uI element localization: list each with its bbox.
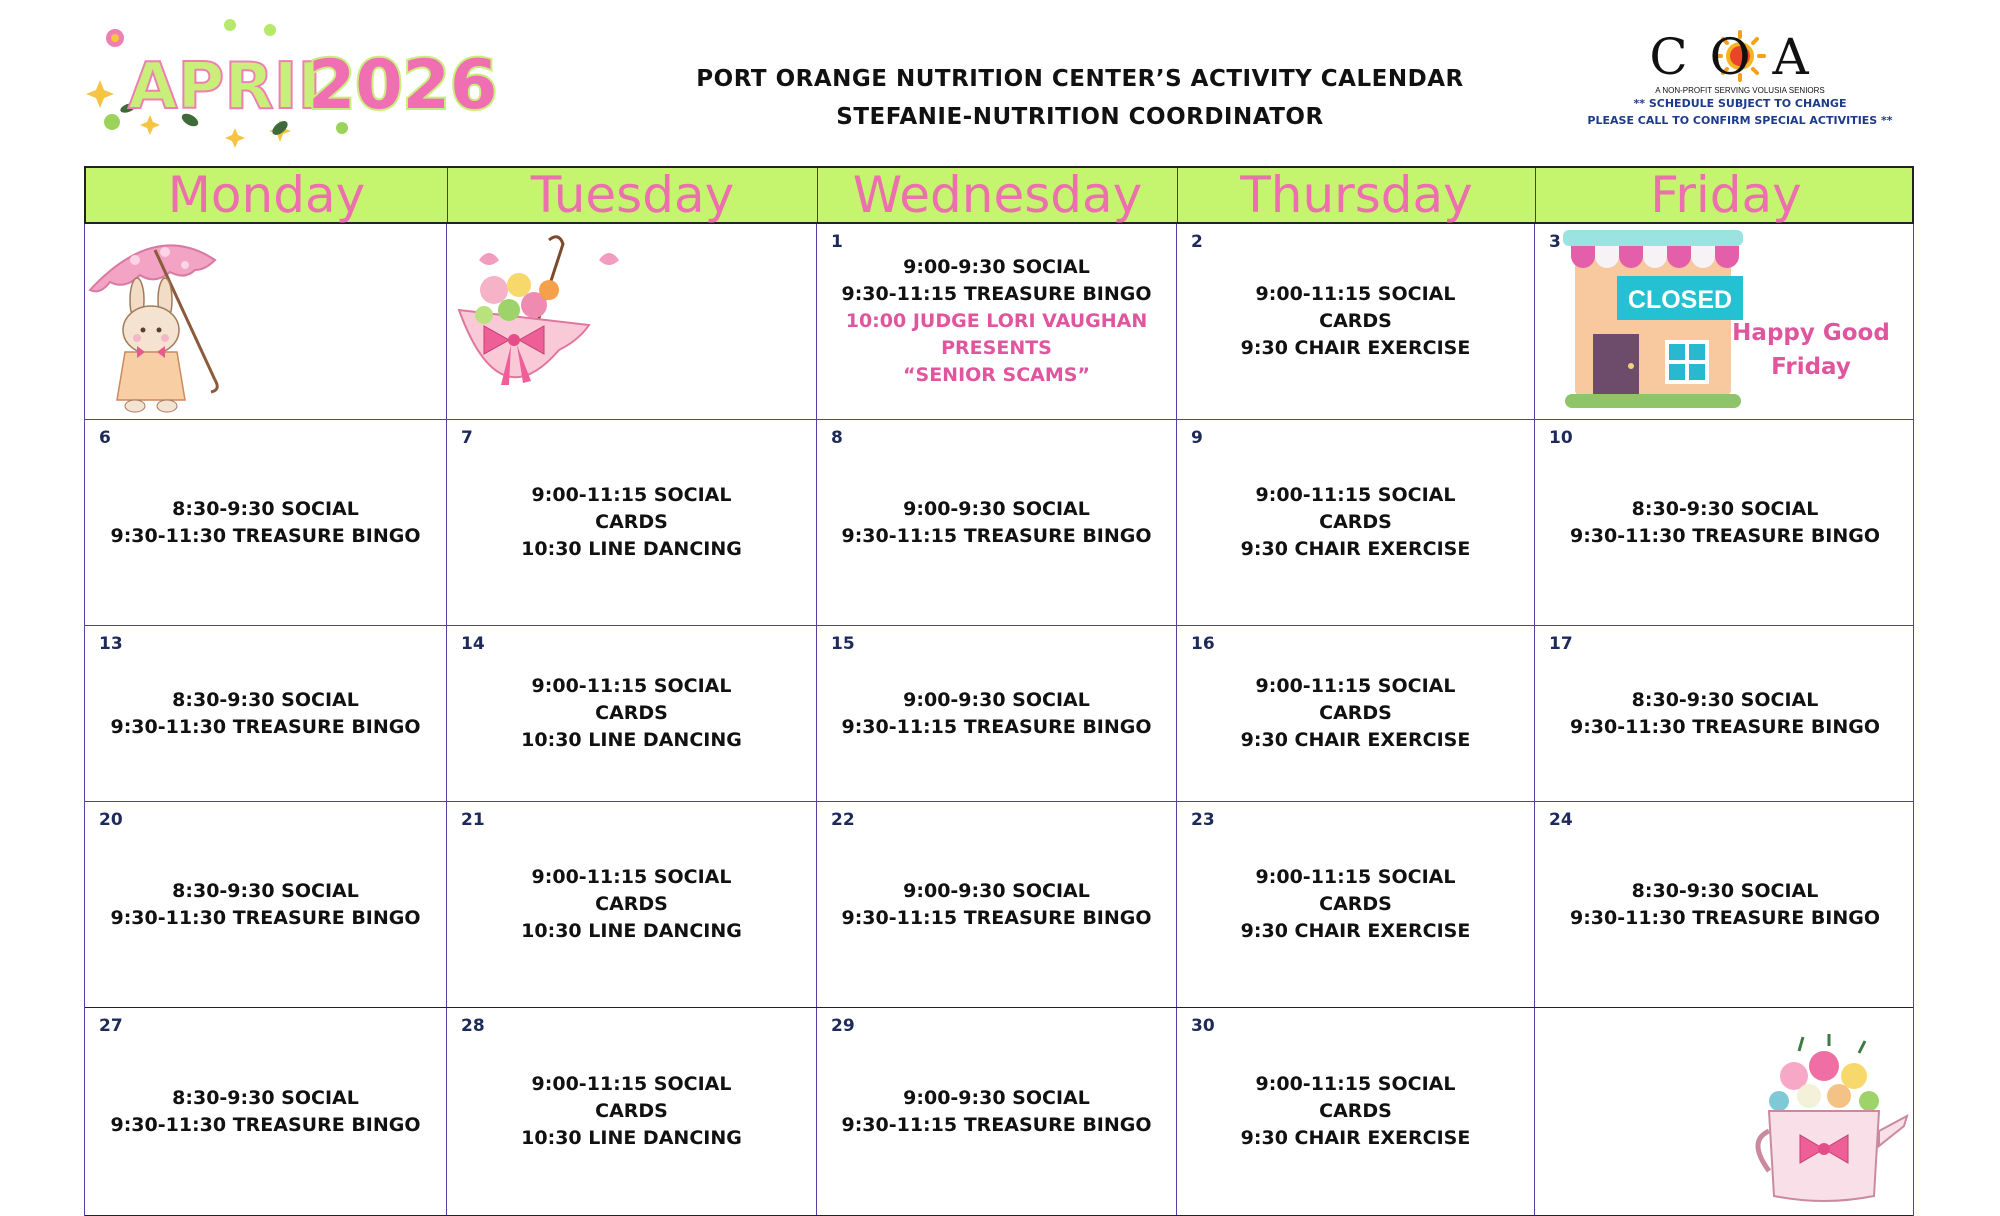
day-cell-16 [1177, 626, 1535, 801]
date-number: 21 [461, 810, 485, 830]
activity-line: 8:30-9:30 SOCIAL [1631, 879, 1819, 902]
day-cell-1 [817, 224, 1177, 419]
weekday-friday: Friday [1650, 166, 1802, 224]
day-cell-empty [447, 224, 817, 419]
weekday-wednesday: Wednesday [818, 168, 1178, 222]
calendar-grid [84, 224, 1914, 1216]
date-number: 29 [831, 1016, 855, 1036]
activity-line: 10:30 LINE DANCING [521, 729, 742, 751]
activity-line: 9:30 CHAIR EXERCISE [1240, 538, 1471, 560]
activity-line: 8:30-9:30 SOCIAL [1631, 497, 1819, 520]
day-cell-17 [1535, 626, 1915, 801]
activity-list [447, 802, 816, 1007]
day-cell-empty [1535, 1008, 1915, 1215]
date-number: 7 [461, 428, 473, 448]
weekday-header [84, 166, 1914, 224]
activity-line: 9:00-11:15 SOCIAL [1255, 866, 1456, 888]
special-event-line: “SENIOR SCAMS” [903, 364, 1090, 386]
day-cell-27 [85, 1008, 447, 1215]
activity-line: 9:30 CHAIR EXERCISE [1240, 337, 1471, 359]
activity-line: 9:30 CHAIR EXERCISE [1240, 1127, 1471, 1149]
coa-logo-block [1560, 24, 1920, 129]
activity-list [85, 626, 446, 801]
activity-line: 10:30 LINE DANCING [521, 920, 742, 942]
year-text: 2026 [308, 46, 498, 125]
coa-tagline: A NON-PROFIT SERVING VOLUSIA SENIORS [1655, 86, 1825, 95]
weekday-thursday: Thursday [1178, 168, 1536, 222]
activity-line: 9:30-11:15 TREASURE BINGO [841, 283, 1152, 305]
activity-line: CARDS [1319, 1100, 1392, 1122]
activity-list [1535, 802, 1915, 1007]
activity-list [817, 1008, 1176, 1215]
calendar-title [600, 60, 1560, 136]
activity-line: 9:00-11:15 SOCIAL [1255, 283, 1456, 305]
day-cell-21 [447, 802, 817, 1007]
activity-line: 9:00-11:15 SOCIAL [531, 1073, 732, 1095]
title-line-1: PORT ORANGE NUTRITION CENTER’S ACTIVITY CALENDAR [696, 66, 1464, 92]
activity-line: 10:30 LINE DANCING [521, 1127, 742, 1149]
activity-list [817, 802, 1176, 1007]
activity-line: 8:30-9:30 SOCIAL [172, 1086, 359, 1109]
activity-list [1177, 626, 1534, 801]
date-number: 13 [99, 634, 123, 654]
april-2026-logo [80, 0, 520, 150]
bunny-umbrella-icon [85, 230, 235, 420]
activity-list [85, 1008, 446, 1215]
activity-line: 9:30-11:30 TREASURE BINGO [1569, 524, 1881, 547]
activity-list [1177, 224, 1534, 419]
date-number: 10 [1549, 428, 1573, 448]
special-event-line: 10:00 JUDGE LORI VAUGHAN [845, 310, 1148, 332]
date-number: 1 [831, 232, 843, 252]
week-row [85, 1008, 1913, 1216]
date-number: 3 [1549, 232, 1561, 252]
activity-line: 9:00-11:15 SOCIAL [1255, 484, 1456, 506]
date-number: 23 [1191, 810, 1215, 830]
activity-line: CARDS [595, 702, 668, 724]
coa-logo [1560, 24, 1920, 84]
title-line-2: STEFANIE-NUTRITION COORDINATOR [836, 104, 1324, 130]
day-cell-14 [447, 626, 817, 801]
week-row [85, 626, 1913, 802]
activity-line: 9:30-11:15 TREASURE BINGO [841, 1113, 1152, 1136]
day-cell-2 [1177, 224, 1535, 419]
date-number: 22 [831, 810, 855, 830]
activity-line: CARDS [595, 511, 668, 533]
date-number: 16 [1191, 634, 1215, 654]
day-cell-13 [85, 626, 447, 801]
activity-list [1177, 420, 1534, 625]
day-cell-10 [1535, 420, 1915, 625]
activity-list [817, 626, 1176, 801]
activity-line: 8:30-9:30 SOCIAL [172, 879, 359, 902]
week-row [85, 802, 1913, 1008]
day-cell-empty [85, 224, 447, 419]
activity-line: 8:30-9:30 SOCIAL [1631, 688, 1819, 711]
activity-line: 9:00-11:15 SOCIAL [531, 484, 732, 506]
schedule-note-2: PLEASE CALL TO CONFIRM SPECIAL ACTIVITIES ** [1587, 114, 1893, 127]
closed-store-icon [1563, 228, 1743, 408]
day-cell-30 [1177, 1008, 1535, 1215]
date-number: 24 [1549, 810, 1573, 830]
month-text: APRIL [128, 50, 339, 124]
closed-sign-text: CLOSED [1627, 286, 1733, 314]
week-row [85, 420, 1913, 626]
activity-calendar [84, 166, 1914, 1216]
activity-list [447, 1008, 816, 1215]
activity-list [85, 802, 446, 1007]
day-cell-20 [85, 802, 447, 1007]
activity-line: 9:00-9:30 SOCIAL [903, 256, 1090, 278]
activity-line: 9:00-11:15 SOCIAL [531, 866, 732, 888]
activity-line: 9:30-11:15 TREASURE BINGO [841, 715, 1152, 738]
activity-list [1177, 1008, 1534, 1215]
activity-line: 9:30-11:15 TREASURE BINGO [841, 906, 1152, 929]
date-number: 20 [99, 810, 123, 830]
activity-line: 9:00-11:15 SOCIAL [1255, 675, 1456, 697]
activity-line: 9:30-11:15 TREASURE BINGO [841, 524, 1152, 547]
activity-line: 8:30-9:30 SOCIAL [172, 497, 359, 520]
week-row [85, 224, 1913, 420]
activity-list [817, 420, 1176, 625]
date-number: 15 [831, 634, 855, 654]
day-cell-24 [1535, 802, 1915, 1007]
weekday-monday: Monday [86, 168, 448, 222]
activity-list [85, 420, 446, 625]
date-number: 8 [831, 428, 843, 448]
activity-line: CARDS [1319, 702, 1392, 724]
weekday-tuesday: Tuesday [448, 168, 818, 222]
day-cell-6 [85, 420, 447, 625]
date-number: 17 [1549, 634, 1573, 654]
activity-line: 9:00-9:30 SOCIAL [903, 1086, 1090, 1109]
flower-umbrella-icon [439, 230, 639, 420]
schedule-note-1: ** SCHEDULE SUBJECT TO CHANGE [1633, 97, 1847, 110]
activity-line: 9:30-11:30 TREASURE BINGO [110, 906, 421, 929]
activity-line: 9:00-9:30 SOCIAL [903, 688, 1090, 711]
activity-line: 9:30-11:30 TREASURE BINGO [1569, 906, 1881, 929]
coa-letters: COA [1649, 28, 1831, 84]
watering-can-flowers-icon [1739, 1031, 1909, 1211]
day-cell-23 [1177, 802, 1535, 1007]
day-cell-29 [817, 1008, 1177, 1215]
special-event-line: PRESENTS [941, 337, 1052, 359]
activity-line: CARDS [595, 893, 668, 915]
activity-list [817, 224, 1176, 419]
activity-line: CARDS [1319, 893, 1392, 915]
activity-list [1535, 626, 1915, 801]
activity-line: 10:30 LINE DANCING [521, 538, 742, 560]
activity-line: 9:30-11:30 TREASURE BINGO [110, 715, 421, 738]
day-cell-15 [817, 626, 1177, 801]
activity-list [447, 420, 816, 625]
day-cell-3 [1535, 224, 1915, 419]
date-number: 14 [461, 634, 485, 654]
day-cell-9 [1177, 420, 1535, 625]
holiday-note: Happy Good Friday [1732, 320, 1890, 380]
day-cell-7 [447, 420, 817, 625]
activity-line: CARDS [1319, 511, 1392, 533]
activity-line: 9:30 CHAIR EXERCISE [1240, 729, 1471, 751]
day-cell-8 [817, 420, 1177, 625]
activity-line: 9:00-11:15 SOCIAL [1255, 1073, 1456, 1095]
date-number: 6 [99, 428, 111, 448]
activity-list [1177, 802, 1534, 1007]
activity-line: CARDS [1319, 310, 1392, 332]
day-cell-28 [447, 1008, 817, 1215]
activity-list [1535, 420, 1915, 625]
activity-line: 9:00-9:30 SOCIAL [903, 497, 1090, 520]
activity-line: 9:00-9:30 SOCIAL [903, 879, 1090, 902]
activity-list [447, 626, 816, 801]
activity-line: 9:30-11:30 TREASURE BINGO [110, 1113, 421, 1136]
activity-line: 9:30 CHAIR EXERCISE [1240, 920, 1471, 942]
date-number: 27 [99, 1016, 123, 1036]
activity-line: 9:00-11:15 SOCIAL [531, 675, 732, 697]
activity-line: 9:30-11:30 TREASURE BINGO [110, 524, 421, 547]
date-number: 30 [1191, 1016, 1215, 1036]
activity-line: CARDS [595, 1100, 668, 1122]
day-cell-22 [817, 802, 1177, 1007]
date-number: 9 [1191, 428, 1203, 448]
activity-line: 8:30-9:30 SOCIAL [172, 688, 359, 711]
date-number: 2 [1191, 232, 1203, 252]
date-number: 28 [461, 1016, 485, 1036]
activity-line: 9:30-11:30 TREASURE BINGO [1569, 715, 1881, 738]
